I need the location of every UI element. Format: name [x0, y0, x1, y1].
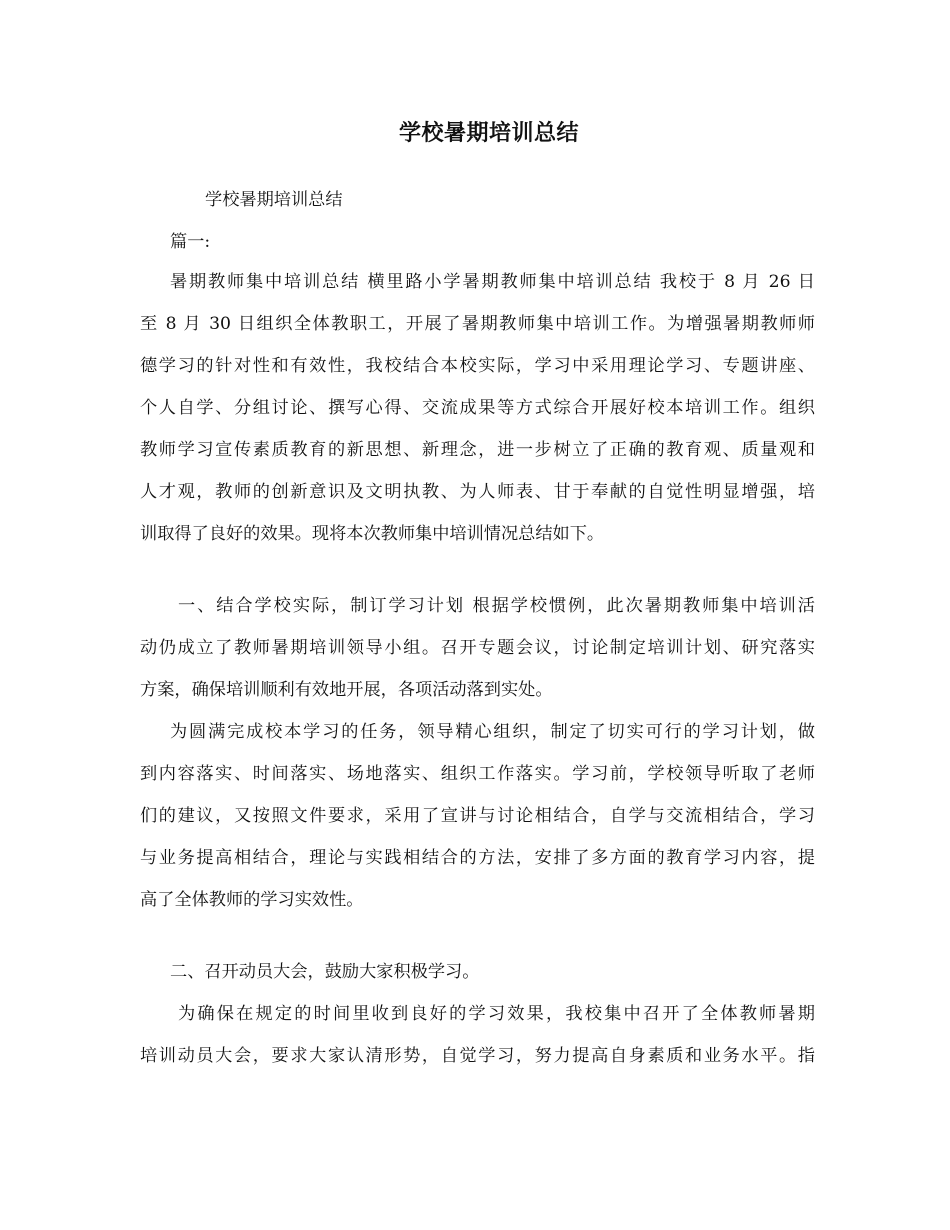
- paragraph-line: 暑期教师集中培训总结 横里路小学暑期教师集中培训总结 我校于 8 月 26 日: [170, 272, 815, 292]
- paragraph-line: 人才观，教师的创新意识及文明执教、为人师表、甘于奉献的自觉性明显增强，培: [140, 482, 815, 502]
- paragraph-line: 教师学习宣传素质教育的新思想、新理念，进一步树立了正确的教育观、质量观和: [140, 440, 815, 460]
- paragraph-line: 训取得了良好的效果。现将本次教师集中培训情况总结如下。: [140, 524, 605, 544]
- section-heading-line: 一、结合学校实际，制订学习计划 根据学校惯例，此次暑期教师集中培训活: [178, 596, 815, 616]
- paragraph-line: 为圆满完成校本学习的任务，领导精心组织，制定了切实可行的学习计划，做: [170, 722, 815, 742]
- paragraph-line: 动仍成立了教师暑期培训领导小组。召开专题会议，讨论制定培训计划、研究落实: [140, 638, 815, 658]
- subtitle-line: 学校暑期培训总结: [205, 190, 343, 210]
- section-label: 篇一:: [170, 232, 211, 252]
- paragraph-line: 为确保在规定的时间里收到良好的学习效果，我校集中召开了全体教师暑期: [178, 1004, 815, 1024]
- paragraph-line: 到内容落实、时间落实、场地落实、组织工作落实。学习前，学校领导听取了老师: [140, 764, 815, 784]
- paragraph-line: 高了全体教师的学习实效性。: [140, 890, 364, 910]
- document-title: 学校暑期培训总结: [398, 120, 579, 146]
- paragraph-line: 个人自学、分组讨论、撰写心得、交流成果等方式综合开展好校本培训工作。组织: [140, 398, 815, 418]
- paragraph-line: 方案，确保培训顺利有效地开展，各项活动落到实处。: [140, 680, 553, 700]
- paragraph-line: 与业务提高相结合，理论与实践相结合的方法，安排了多方面的教育学习内容，提: [140, 848, 815, 868]
- paragraph-line: 德学习的针对性和有效性，我校结合本校实际，学习中采用理论学习、专题讲座、: [140, 356, 815, 376]
- paragraph-line: 们的建议，又按照文件要求，采用了宣讲与讨论相结合，自学与交流相结合，学习: [140, 806, 815, 826]
- section-heading-line: 二、召开动员大会，鼓励大家积极学习。: [170, 962, 480, 982]
- paragraph-line: 至 8 月 30 日组织全体教职工，开展了暑期教师集中培训工作。为增强暑期教师师: [140, 314, 815, 334]
- paragraph-line: 培训动员大会，要求大家认清形势，自觉学习，努力提高自身素质和业务水平。指: [140, 1046, 815, 1066]
